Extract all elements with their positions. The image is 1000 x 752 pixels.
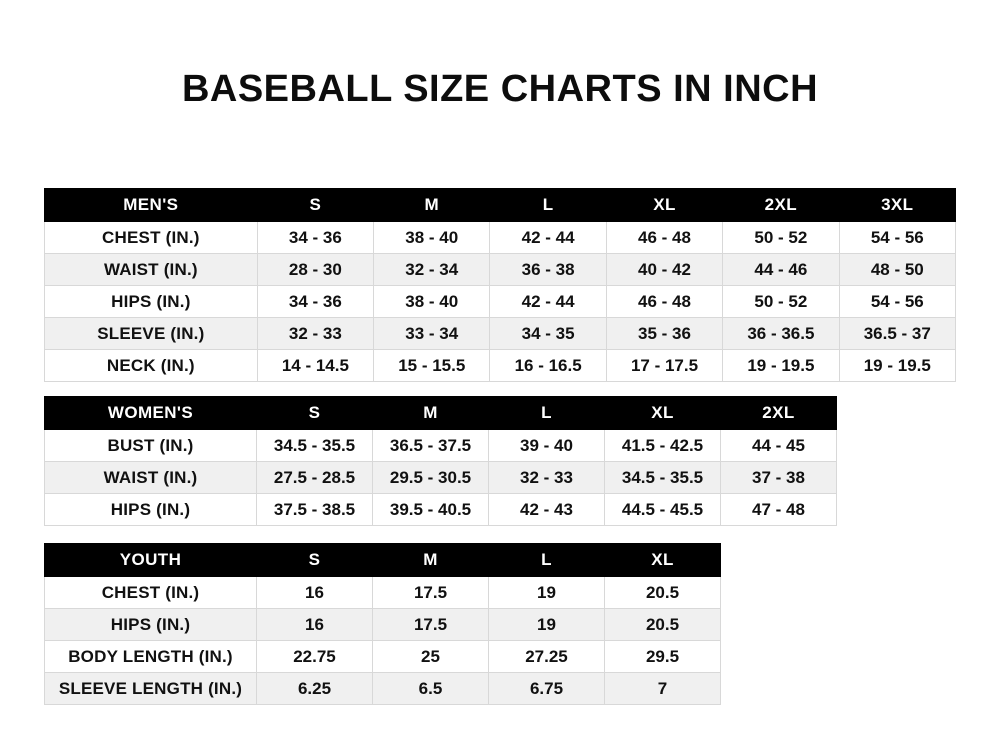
cell: 47 - 48 (721, 494, 837, 526)
table-row (45, 462, 837, 494)
youth-size-table (44, 543, 721, 705)
column-header: M (373, 544, 489, 577)
cell: 44 - 45 (721, 430, 837, 462)
column-header: XL (605, 397, 721, 430)
table-row (45, 254, 956, 286)
table-header-row (45, 189, 956, 222)
cell: 17.5 (373, 577, 489, 609)
column-header: L (489, 544, 605, 577)
cell: 36.5 - 37 (839, 318, 955, 350)
row-label: HIPS (IN.) (45, 609, 257, 641)
column-header: 2XL (723, 189, 839, 222)
cell: 44 - 46 (723, 254, 839, 286)
column-header: S (257, 544, 373, 577)
column-header: S (257, 189, 373, 222)
cell: 19 (489, 609, 605, 641)
cell: 33 - 34 (374, 318, 490, 350)
cell: 39.5 - 40.5 (373, 494, 489, 526)
cell: 19 (489, 577, 605, 609)
page-title: BASEBALL SIZE CHARTS IN INCH (181, 68, 819, 110)
cell: 27.25 (489, 641, 605, 673)
column-header: M (373, 397, 489, 430)
column-header: XL (606, 189, 722, 222)
cell: 29.5 - 30.5 (373, 462, 489, 494)
row-label: CHEST (IN.) (45, 577, 257, 609)
cell: 16 - 16.5 (490, 350, 606, 382)
cell: 40 - 42 (606, 254, 722, 286)
column-header: L (490, 189, 606, 222)
row-label: BUST (IN.) (45, 430, 257, 462)
cell: 34 - 36 (257, 286, 373, 318)
cell: 15 - 15.5 (374, 350, 490, 382)
row-label: HIPS (IN.) (45, 494, 257, 526)
cell: 37.5 - 38.5 (257, 494, 373, 526)
cell: 14 - 14.5 (257, 350, 373, 382)
cell: 42 - 43 (489, 494, 605, 526)
cell: 6.5 (373, 673, 489, 705)
cell: 38 - 40 (374, 286, 490, 318)
table-row (45, 430, 837, 462)
cell: 42 - 44 (490, 286, 606, 318)
cell: 16 (257, 609, 373, 641)
column-header: S (257, 397, 373, 430)
table-header-row (45, 544, 721, 577)
cell: 32 - 33 (489, 462, 605, 494)
table-row (45, 222, 956, 254)
row-label: NECK (IN.) (45, 350, 258, 382)
cell: 46 - 48 (606, 286, 722, 318)
row-label: HIPS (IN.) (45, 286, 258, 318)
column-header: 2XL (721, 397, 837, 430)
cell: 27.5 - 28.5 (257, 462, 373, 494)
column-header: WOMEN'S (45, 397, 257, 430)
cell: 36 - 36.5 (723, 318, 839, 350)
cell: 25 (373, 641, 489, 673)
table-row (45, 494, 837, 526)
column-header: L (489, 397, 605, 430)
table-row (45, 641, 721, 673)
cell: 41.5 - 42.5 (605, 430, 721, 462)
cell: 44.5 - 45.5 (605, 494, 721, 526)
cell: 42 - 44 (490, 222, 606, 254)
cell: 35 - 36 (606, 318, 722, 350)
column-header: YOUTH (45, 544, 257, 577)
cell: 29.5 (605, 641, 721, 673)
column-header: XL (605, 544, 721, 577)
cell: 17.5 (373, 609, 489, 641)
table-row (45, 609, 721, 641)
cell: 19 - 19.5 (723, 350, 839, 382)
row-label: CHEST (IN.) (45, 222, 258, 254)
cell: 39 - 40 (489, 430, 605, 462)
row-label: WAIST (IN.) (45, 462, 257, 494)
cell: 22.75 (257, 641, 373, 673)
womens-size-table (44, 396, 837, 526)
cell: 38 - 40 (374, 222, 490, 254)
table-header-row (45, 397, 837, 430)
column-header: MEN'S (45, 189, 258, 222)
cell: 6.25 (257, 673, 373, 705)
cell: 37 - 38 (721, 462, 837, 494)
cell: 34.5 - 35.5 (605, 462, 721, 494)
row-label: SLEEVE LENGTH (IN.) (45, 673, 257, 705)
cell: 6.75 (489, 673, 605, 705)
table-row (45, 286, 956, 318)
cell: 46 - 48 (606, 222, 722, 254)
column-header: 3XL (839, 189, 955, 222)
table-row (45, 577, 721, 609)
cell: 54 - 56 (839, 222, 955, 254)
cell: 36.5 - 37.5 (373, 430, 489, 462)
table-row (45, 318, 956, 350)
cell: 19 - 19.5 (839, 350, 955, 382)
cell: 20.5 (605, 577, 721, 609)
cell: 34.5 - 35.5 (257, 430, 373, 462)
cell: 54 - 56 (839, 286, 955, 318)
cell: 48 - 50 (839, 254, 955, 286)
cell: 36 - 38 (490, 254, 606, 286)
table-row (45, 350, 956, 382)
cell: 7 (605, 673, 721, 705)
cell: 20.5 (605, 609, 721, 641)
cell: 50 - 52 (723, 286, 839, 318)
cell: 50 - 52 (723, 222, 839, 254)
cell: 28 - 30 (257, 254, 373, 286)
cell: 17 - 17.5 (606, 350, 722, 382)
mens-size-table (44, 188, 956, 382)
cell: 32 - 34 (374, 254, 490, 286)
cell: 32 - 33 (257, 318, 373, 350)
row-label: WAIST (IN.) (45, 254, 258, 286)
cell: 16 (257, 577, 373, 609)
row-label: SLEEVE (IN.) (45, 318, 258, 350)
table-row (45, 673, 721, 705)
column-header: M (374, 189, 490, 222)
cell: 34 - 36 (257, 222, 373, 254)
row-label: BODY LENGTH (IN.) (45, 641, 257, 673)
cell: 34 - 35 (490, 318, 606, 350)
